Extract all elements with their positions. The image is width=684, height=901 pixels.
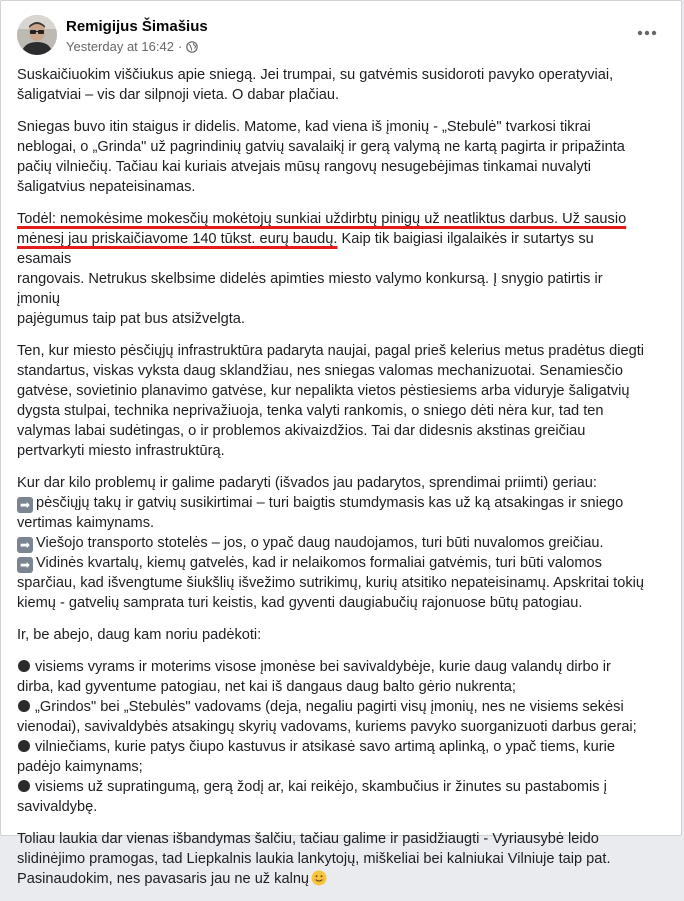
text-line: savivaldybę. xyxy=(17,799,98,815)
paragraph-8 xyxy=(17,829,647,889)
post-meta xyxy=(66,39,198,54)
right-arrow-emoji-icon: ➡ xyxy=(17,557,33,573)
more-horizontal-icon xyxy=(637,30,657,36)
text-line: rangovais. Netrukus skelbsime didelės apimties miesto valymo konkursą. Į snygio patirtis ir įmonių xyxy=(17,271,603,307)
paragraph-4 xyxy=(17,341,647,461)
more-options-button[interactable] xyxy=(629,15,665,51)
text-line: pajėgumus taip pat bus atsižvelgta. xyxy=(17,311,245,327)
text-line xyxy=(17,657,647,677)
post-header xyxy=(17,15,665,59)
timestamp-link[interactable]: Yesterday at 16:42 xyxy=(66,39,174,54)
paragraph-1 xyxy=(17,65,647,105)
paragraph-3 xyxy=(17,209,647,329)
black-circle-emoji-icon xyxy=(18,780,30,792)
text-line: Kur dar kilo problemų ir galime padaryti (išvados jau padarytos, sprendimai priimti) geriau: xyxy=(17,475,597,491)
author-name[interactable]: Remigijus Šimašius xyxy=(66,18,208,35)
highlighted-text: mėnesį jau priskaičiavome 140 tūkst. eurų baudų. xyxy=(17,231,338,247)
black-circle-emoji-icon xyxy=(18,660,30,672)
text-fragment: „Grindos" bei „Stebulės" vadovams (deja, negaliu pagirti visų įmonių, nes ne visiems sekėsi xyxy=(35,699,624,715)
text-line: Suskaičiuokim viščiukus apie sniegą. Jei trumpai, su gatvėmis susidoroti pavyko operatyviai, xyxy=(17,67,614,83)
text-fragment: pėsčiųjų takų ir gatvių susikirtimai – turi baigtis stumdymasis kas už ką atsakingas ir sniego xyxy=(36,495,624,511)
text-line xyxy=(17,697,647,717)
avatar-photo xyxy=(17,15,57,55)
paragraph-5 xyxy=(17,473,647,613)
black-circle-emoji-icon xyxy=(18,700,30,712)
meta-separator: · xyxy=(177,39,183,54)
text-line xyxy=(17,777,647,797)
text-line: Ten, kur miesto pėsčiųjų infrastruktūra padaryta naujai, pagal prieš kelerius metus pradėtus diegti xyxy=(17,343,645,359)
paragraph-2 xyxy=(17,117,647,197)
text-line: standartus, viskas vyksta daug sklandžiau, nes sniegas valomas mechanizuotai. Senamiesčio xyxy=(17,363,623,379)
globe-icon[interactable] xyxy=(186,41,198,53)
text-line: Ir, be abejo, daug kam noriu padėkoti: xyxy=(17,627,262,643)
text-line xyxy=(17,493,647,513)
text-line: kiemų - gatvelių samprata turi keistis, kad gyventi daugiabučių rajonuose būtų patogiau. xyxy=(17,595,583,611)
text-line: vertimas kaimynams. xyxy=(17,515,155,531)
text-fragment: visiems vyrams ir moterims visose įmonėse bei savivaldybėje, kurie daug valandų dirbo ir xyxy=(35,659,611,675)
text-line xyxy=(17,533,647,553)
right-arrow-emoji-icon: ➡ xyxy=(17,537,33,553)
text-line xyxy=(17,737,647,757)
right-arrow-emoji-icon: ➡ xyxy=(17,497,33,513)
text-line xyxy=(17,229,647,269)
text-line xyxy=(17,869,647,889)
text-line: gatvėse, sovietinio planavimo gatvėse, kur nepalikta vietos pėstiesiems arba viduryje šaligatvių xyxy=(17,383,630,399)
avatar[interactable] xyxy=(17,15,57,55)
highlighted-text: Todėl: nemokėsime mokesčių mokėtojų sunkiai uždirbtų pinigų už neatliktus darbus. Už sausio xyxy=(17,211,627,227)
text-line: Sniegas buvo itin staigus ir didelis. Matome, kad viena iš įmonių - „Stebulė" tvarkosi tikrai xyxy=(17,119,591,135)
text-line: pačių vilniečių. Tačiau kai kuriais atvejais mūsų rangovų nesugebėjimas tinkamai nuvalyti xyxy=(17,159,592,175)
black-circle-emoji-icon xyxy=(18,740,30,752)
smiling-face-emoji-icon xyxy=(311,870,327,886)
text-line: pertvarkyti miesto infrastruktūrą. xyxy=(17,443,225,459)
text-line: dirba, kad gyventume patogiau, net kai iš dangaus daug balto gėrio nukrenta; xyxy=(17,679,516,695)
text-line: sparčiau, kad išvengtume šiukšlių išvežimo sutrikimų, kurių atsitiko nepateisinamų. Apskritai tokių xyxy=(17,575,644,591)
text-line: valymas labai sudėtingas, o ir problemos akivaizdžios. Tai dar didesnis akstinas greičiau xyxy=(17,423,586,439)
text-fragment: Kaip tik baigiasi ilgalaikės ir sutartys su esamais xyxy=(17,231,594,267)
text-fragment: vilniečiams, kurie patys čiupo kastuvus ir atsikasė savo artimą aplinką, o ypač tiems, kurie xyxy=(35,739,615,755)
text-line xyxy=(17,209,647,229)
paragraph-6 xyxy=(17,625,647,645)
text-line: šaligatviai – vis dar silpnoji vieta. O dabar plačiau. xyxy=(17,87,340,103)
text-line: dygsta stulpai, technika neprivažiuoja, tenka valyti rankomis, o sniego dėti nėra kur, tad ten xyxy=(17,403,604,419)
text-line: slidinėjimo pramogas, tad Liepkalnis laukia lankytojų, miškeliai bei kalniukai Vilniuje taip pat. xyxy=(17,851,611,867)
text-fragment: visiems už supratingumą, gerą žodį ar, kai reikėjo, skambučius ir žinutes su pastabomis į xyxy=(35,779,607,795)
text-line: šaligatvius nepateisinamas. xyxy=(17,179,196,195)
text-line: neblogai, o „Grinda" už pagrindinių gatvių savalaikį ir gerą valymą ne kartą pagirta ir pripažinta xyxy=(17,139,625,155)
text-line: padėjo kaimynams; xyxy=(17,759,143,775)
text-fragment: Viešojo transporto stotelės – jos, o ypač daug naudojamos, turi būti nuvalomos greičiau. xyxy=(36,535,604,551)
paragraph-7 xyxy=(17,657,647,817)
text-line xyxy=(17,553,647,573)
post-body xyxy=(17,65,647,901)
text-line: vienodai), savivaldybės atsakingų skyrių vadovams, kuriems pavyko suorganizuoti darbus gerai; xyxy=(17,719,637,735)
text-line: Toliau laukia dar vienas išbandymas šalčiu, tačiau galime ir pasidžiaugti - Vyriausybė leido xyxy=(17,831,599,847)
text-fragment: Pasinaudokim, nes pavasaris jau ne už kalnų xyxy=(17,871,310,887)
text-fragment: Vidinės kvartalų, kiemų gatvelės, kad ir nelaikomos formaliai gatvėmis, turi būti valomos xyxy=(36,555,602,571)
